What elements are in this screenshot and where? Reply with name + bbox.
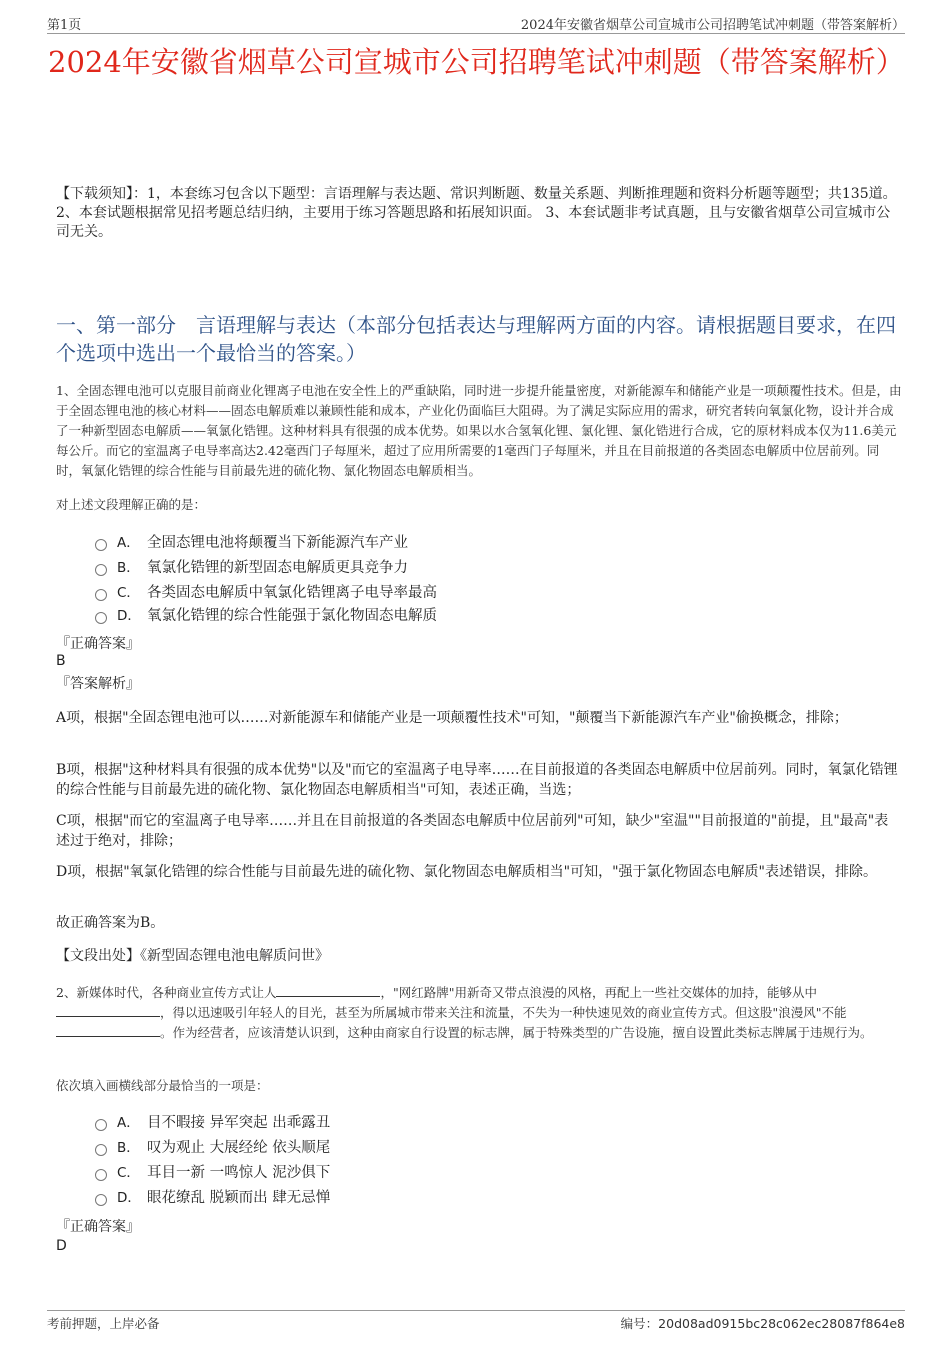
radio-icon[interactable] bbox=[95, 564, 107, 576]
option-text: 氧氯化锆锂的综合性能强于氯化物固态电解质 bbox=[147, 608, 437, 624]
question-2-option-d[interactable] bbox=[95, 1188, 330, 1208]
option-letter: C． bbox=[117, 1165, 140, 1181]
download-notice: 【下载须知】：1，本套练习包含以下题型：言语理解与表达题、常识判断题、数量关系题、判断推理题和资料分析题等题型；共135道。 2、本套试题根据常见招考题总结归纳，主要用于练习答题思路和拓展知识面。 3、本套试题非考试真题，且与安徽省烟草公司宣城市公司无关。 bbox=[56, 186, 897, 240]
stem-part: ，得以迅速吸引年轻人的目光，甚至为所属城市带来关注和流量，不失为一种快速见效的商业宣传方式。但这股"浪漫风"不能 bbox=[160, 1005, 847, 1020]
analysis-conclusion: 故正确答案为B。 bbox=[56, 915, 165, 931]
option-text: 氧氯化锆锂的新型固态电解质更具竞争力 bbox=[147, 560, 408, 576]
page-number: 第1页 bbox=[47, 18, 82, 33]
footer-code-label: 编号： bbox=[620, 1316, 659, 1331]
analysis-item-d: D项，根据"氧氯化锆锂的综合性能与目前最先进的硫化物、氯化物固态电解质相当"可知，"强于氯化物固态电解质"表述错误，排除。 bbox=[56, 864, 877, 880]
question-2-option-c[interactable] bbox=[95, 1163, 330, 1183]
question-1-option-d[interactable] bbox=[95, 606, 437, 626]
footer-code-value: 20d08ad0915bc28c062ec28087f864e8 bbox=[658, 1316, 905, 1331]
option-text: 耳目一新 一鸣惊人 泥沙俱下 bbox=[147, 1165, 331, 1181]
analysis-item-c: C项，根据"而它的室温离子电导率……并且在目前报道的各类固态电解质中位居前列"可知，缺少"室温""目前报道的"前提，且"最高"表述过于绝对，排除； bbox=[56, 813, 889, 849]
running-header-title: 2024年安徽省烟草公司宣城市公司招聘笔试冲刺题（带答案解析） bbox=[520, 18, 905, 33]
question-1-option-c[interactable] bbox=[95, 583, 437, 603]
question-2-option-b[interactable] bbox=[95, 1138, 330, 1158]
radio-icon[interactable] bbox=[95, 1144, 107, 1156]
option-letter: D． bbox=[117, 1190, 141, 1206]
option-text: 目不暇接 异军突起 出乖露丑 bbox=[147, 1115, 331, 1131]
footer-divider bbox=[47, 1310, 905, 1311]
source-citation: 【文段出处】《新型固态锂电池电解质问世》 bbox=[56, 948, 329, 964]
option-text: 叹为观止 大展经纶 依头顺尾 bbox=[147, 1140, 331, 1156]
radio-icon[interactable] bbox=[95, 1169, 107, 1181]
section-heading: 一、第一部分 言语理解与表达（本部分包括表达与理解两方面的内容。请根据题目要求，在四个选项中选出一个最恰当的答案。） bbox=[56, 313, 896, 365]
header-divider bbox=[47, 33, 905, 34]
question-2-option-a[interactable] bbox=[95, 1113, 330, 1133]
question-1-option-a[interactable] bbox=[95, 533, 408, 553]
correct-answer-label: 『正确答案』 bbox=[56, 1219, 140, 1235]
option-text: 眼花缭乱 脱颖而出 肆无忌惮 bbox=[147, 1190, 331, 1206]
footer-code bbox=[621, 1314, 905, 1332]
analysis-label: 『答案解析』 bbox=[56, 676, 140, 692]
radio-icon[interactable] bbox=[95, 589, 107, 601]
stem-part: 2、新媒体时代，各种商业宣传方式让人 bbox=[56, 985, 277, 1000]
option-letter: A． bbox=[117, 1115, 140, 1131]
fill-blank-3 bbox=[56, 1024, 160, 1037]
question-2-prompt: 依次填入画横线部分最恰当的一项是： bbox=[56, 1078, 269, 1093]
option-text: 全固态锂电池将颠覆当下新能源汽车产业 bbox=[147, 535, 408, 551]
correct-answer-label: 『正确答案』 bbox=[56, 636, 140, 652]
correct-answer-value: B bbox=[56, 653, 66, 669]
correct-answer-value: D bbox=[56, 1238, 67, 1254]
radio-icon[interactable] bbox=[95, 539, 107, 551]
stem-part: 。作为经营者，应该清楚认识到，这种由商家自行设置的标志牌，属于特殊类型的广告设施，擅自设置此类标志牌属于违规行为。 bbox=[160, 1025, 873, 1040]
option-letter: C． bbox=[117, 585, 140, 601]
radio-icon[interactable] bbox=[95, 1194, 107, 1206]
stem-part: ，"网红路牌"用新奇又带点浪漫的风格，再配上一些社交媒体的加持，能够从中 bbox=[380, 985, 817, 1000]
footer-slogan: 考前押题，上岸必备 bbox=[47, 1316, 160, 1331]
option-letter: B． bbox=[117, 1140, 140, 1156]
analysis-item-a: A项，根据"全固态锂电池可以……对新能源车和储能产业是一项颠覆性技术"可知，"颠覆当下新能源汽车产业"偷换概念，排除； bbox=[56, 710, 848, 726]
radio-icon[interactable] bbox=[95, 612, 107, 624]
fill-blank-1 bbox=[276, 984, 380, 997]
question-1-prompt: 对上述文段理解正确的是： bbox=[56, 497, 207, 512]
radio-icon[interactable] bbox=[95, 1119, 107, 1131]
question-1-stem: 1、全固态锂电池可以克服目前商业化锂离子电池在安全性上的严重缺陷，同时进一步提升能量密度，对新能源车和储能产业是一项颠覆性技术。但是，由于全固态锂电池的核心材料——固态电解质难以兼顾性能和成本，产业化仍面临巨大阻碍。为了满足实际应用的需求，研究者转向氧氯化物，设计并合成了一种新型固态电解质——氧氯化锆锂。这种材料具有很强的成本优势。如果以水合氢氧化锂、氯化锂、氯化锆进行合成，它的原材料成本仅为11.6美元每公斤。而它的室温离子电导率高达2.42毫西门子每厘米，超过了应用所需要的1毫西门子每厘米，并且在目前报道的各类固态电解质中位居前列。同时，氧氯化锆锂的综合性能与目前最先进的硫化物、氯化物固态电解质相当。 bbox=[56, 383, 902, 478]
question-1-option-b[interactable] bbox=[95, 558, 408, 578]
document-title: 2024年安徽省烟草公司宣城市公司招聘笔试冲刺题（带答案解析） bbox=[48, 45, 905, 79]
option-letter: D． bbox=[117, 608, 141, 624]
option-text: 各类固态电解质中氧氯化锆锂离子电导率最高 bbox=[147, 585, 437, 601]
fill-blank-2 bbox=[56, 1004, 160, 1017]
question-2-stem bbox=[56, 983, 902, 1043]
analysis-item-b: B项，根据"这种材料具有很强的成本优势"以及"而它的室温离子电导率……在目前报道的各类固态电解质中位居前列。同时，氧氯化锆锂的综合性能与目前最先进的硫化物、氯化物固态电解质相当"可知，表述正确，当选； bbox=[56, 762, 898, 798]
option-letter: B． bbox=[117, 560, 140, 576]
option-letter: A． bbox=[117, 535, 140, 551]
